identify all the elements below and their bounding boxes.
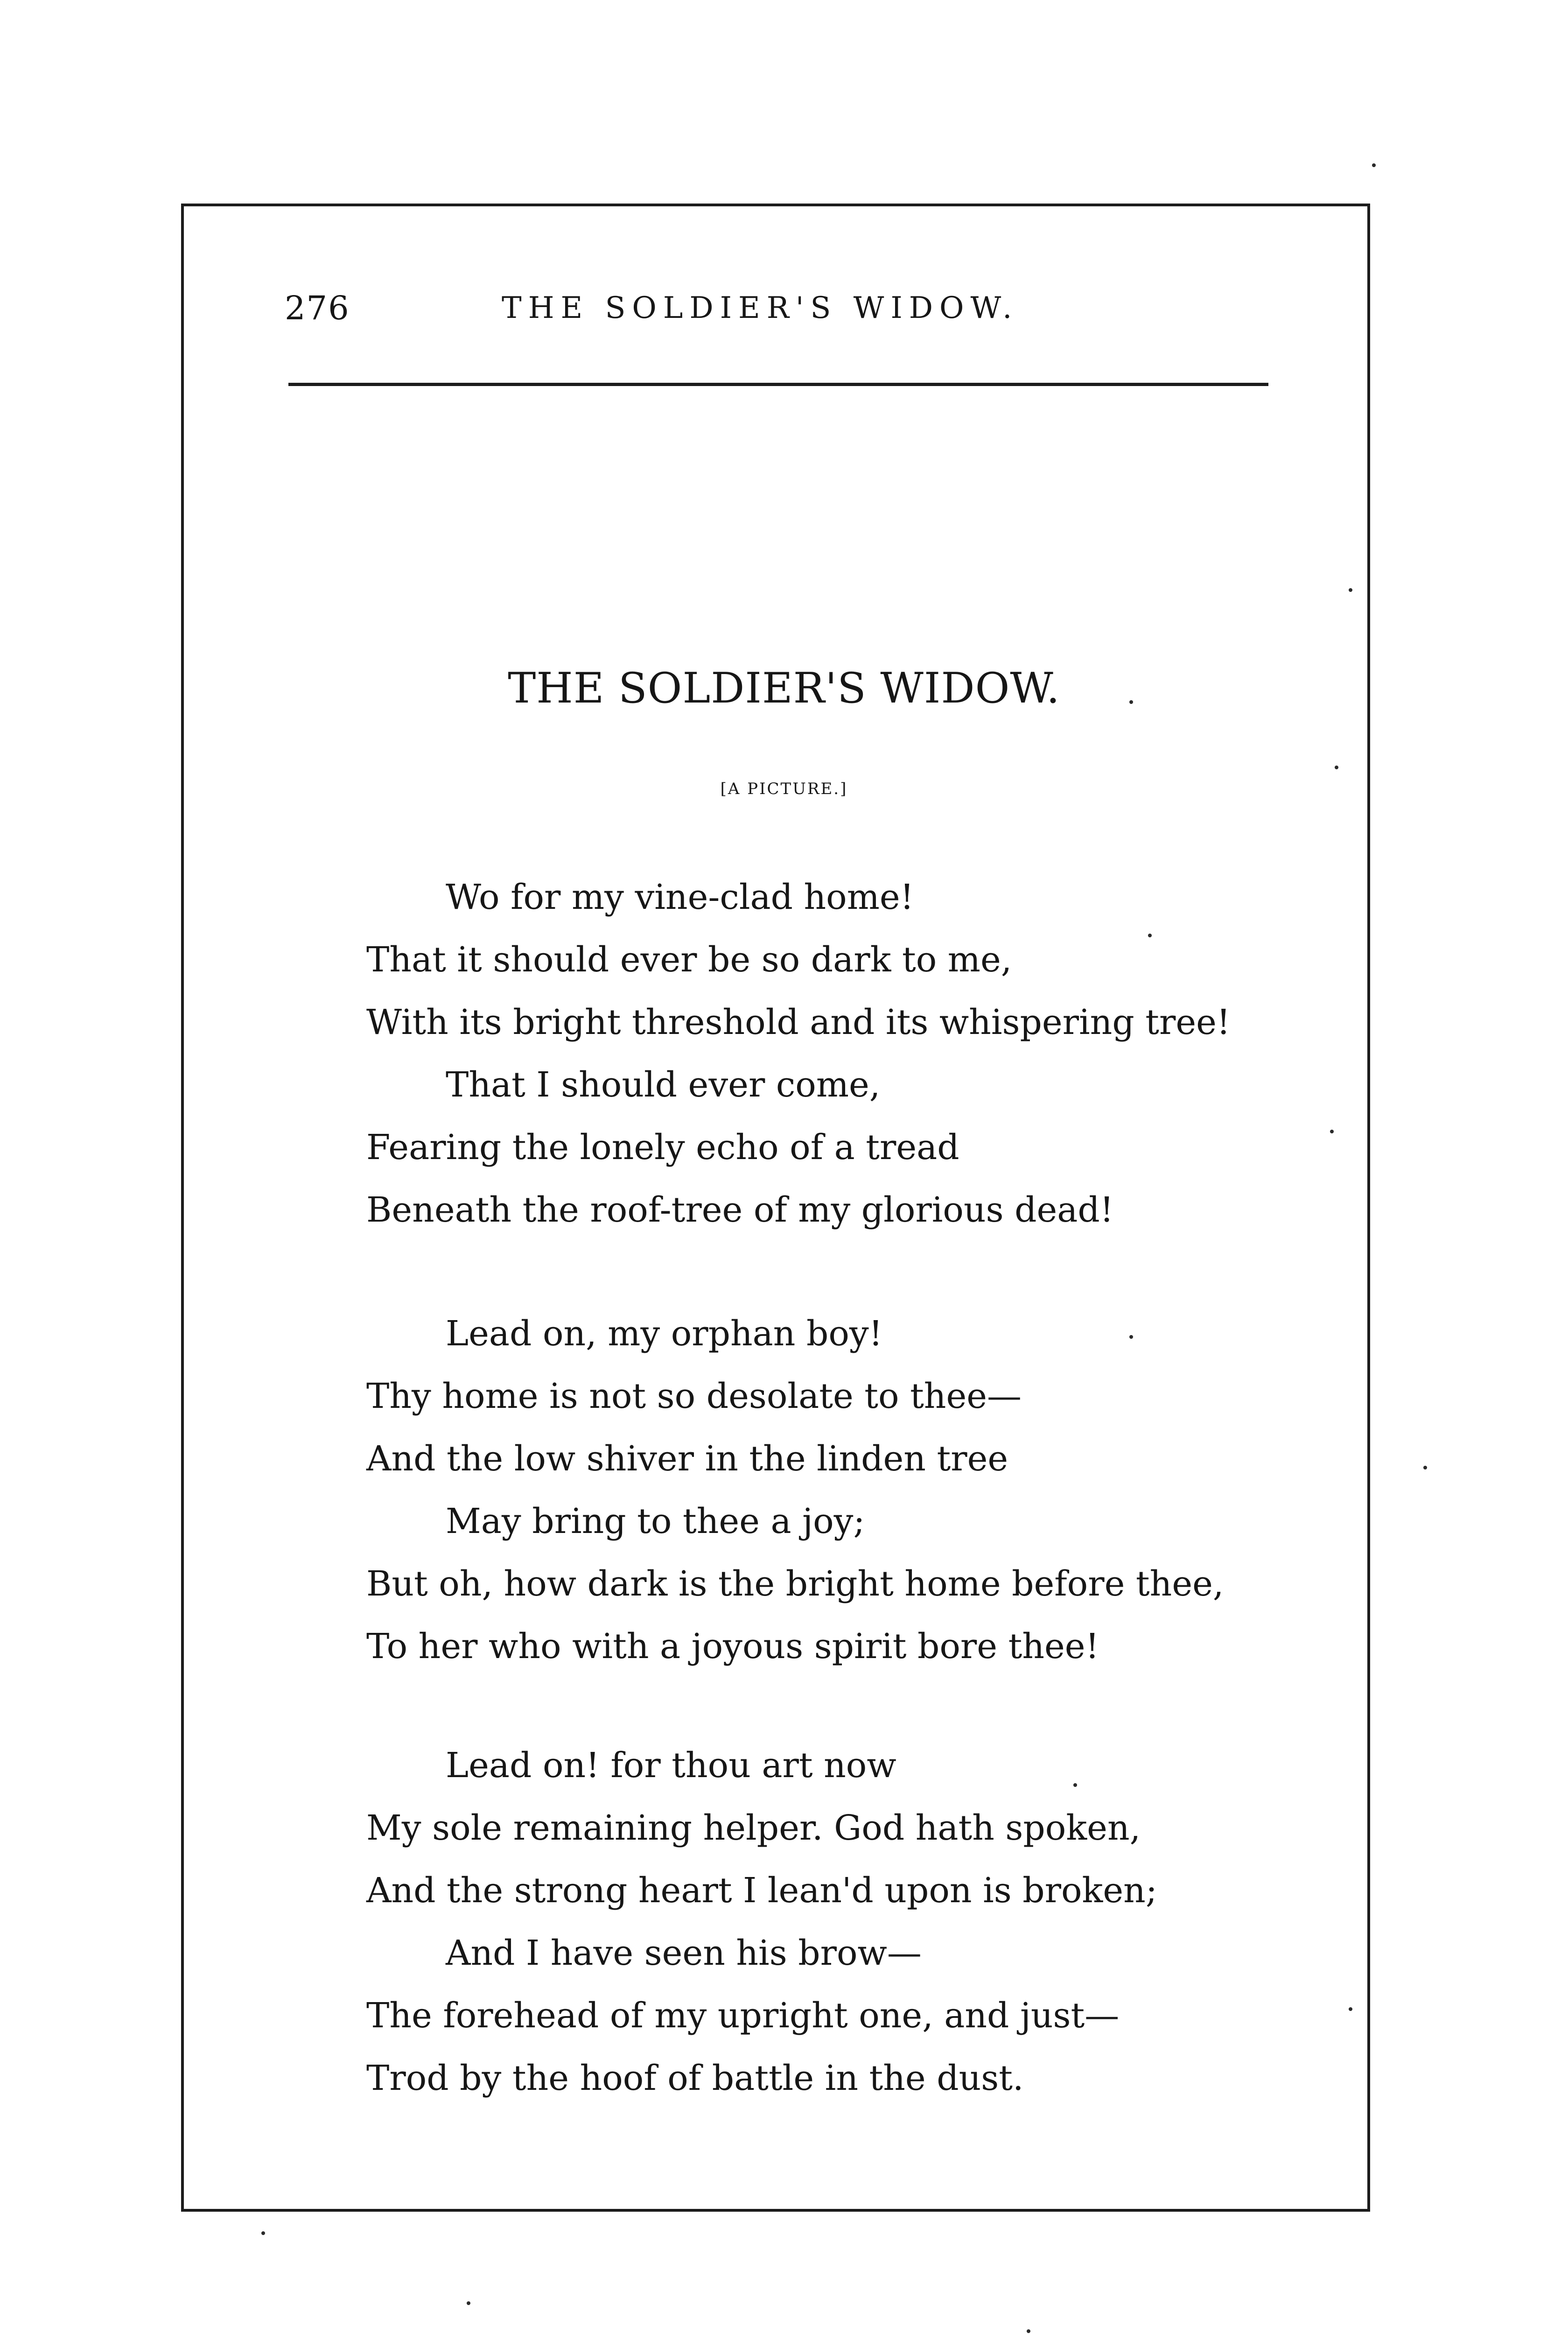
poem-line: To her who with a joyous spirit bore thee!	[366, 1626, 1099, 1666]
poem-line: Thy home is not so desolate to thee—	[366, 1376, 1022, 1416]
scan-speck	[1148, 934, 1152, 937]
poem-line: Trod by the hoof of battle in the dust.	[366, 2058, 1024, 2098]
scan-speck	[261, 2231, 265, 2235]
header-rule	[288, 383, 1268, 386]
stanza-2	[366, 1302, 1393, 1678]
poem-line: Beneath the roof-tree of my glorious dead!	[366, 1190, 1114, 1230]
running-title: THE SOLDIER'S WIDOW.	[502, 291, 1019, 325]
stanza-1	[366, 866, 1393, 1241]
scan-speck	[1335, 766, 1338, 769]
scan-speck	[467, 2301, 470, 2305]
stanza-3	[366, 1734, 1393, 2109]
poem-title: THE SOLDIER'S WIDOW.	[508, 664, 1060, 713]
scan-speck	[1349, 588, 1352, 592]
poem-line: Lead on! for thou art now	[446, 1745, 896, 1786]
poem-line: Lead on, my orphan boy!	[446, 1314, 883, 1354]
scan-speck	[1027, 2329, 1030, 2333]
poem-subtitle: [A PICTURE.]	[720, 780, 848, 798]
poem-line: That I should ever come,	[446, 1065, 881, 1105]
poem-line: Fearing the lonely echo of a tread	[366, 1127, 959, 1167]
poem-line: And I have seen his brow—	[446, 1933, 922, 1973]
poem-line: With its bright threshold and its whispering tree!	[366, 1002, 1231, 1042]
poem-line: But oh, how dark is the bright home before thee,	[366, 1564, 1224, 1604]
running-head	[285, 285, 1265, 331]
poem-line: My sole remaining helper. God hath spoken,	[366, 1808, 1141, 1848]
poem-line: That it should ever be so dark to me,	[366, 940, 1012, 980]
scan-speck	[1330, 1130, 1334, 1133]
scan-speck	[1129, 1335, 1133, 1339]
scan-speck	[1349, 2007, 1352, 2011]
poem-line: Wo for my vine-clad home!	[446, 877, 914, 917]
scan-speck	[1423, 1466, 1427, 1469]
scan-speck	[1073, 1783, 1077, 1787]
page-number: 276	[285, 289, 350, 327]
poem-line: The forehead of my upright one, and just—	[366, 1996, 1120, 2036]
scan-speck	[1372, 163, 1376, 167]
poem-line: And the low shiver in the linden tree	[366, 1439, 1008, 1479]
poem-line: May bring to thee a joy;	[446, 1501, 865, 1541]
poem-line: And the strong heart I lean'd upon is broken;	[366, 1870, 1157, 1911]
scan-speck	[1129, 700, 1133, 704]
